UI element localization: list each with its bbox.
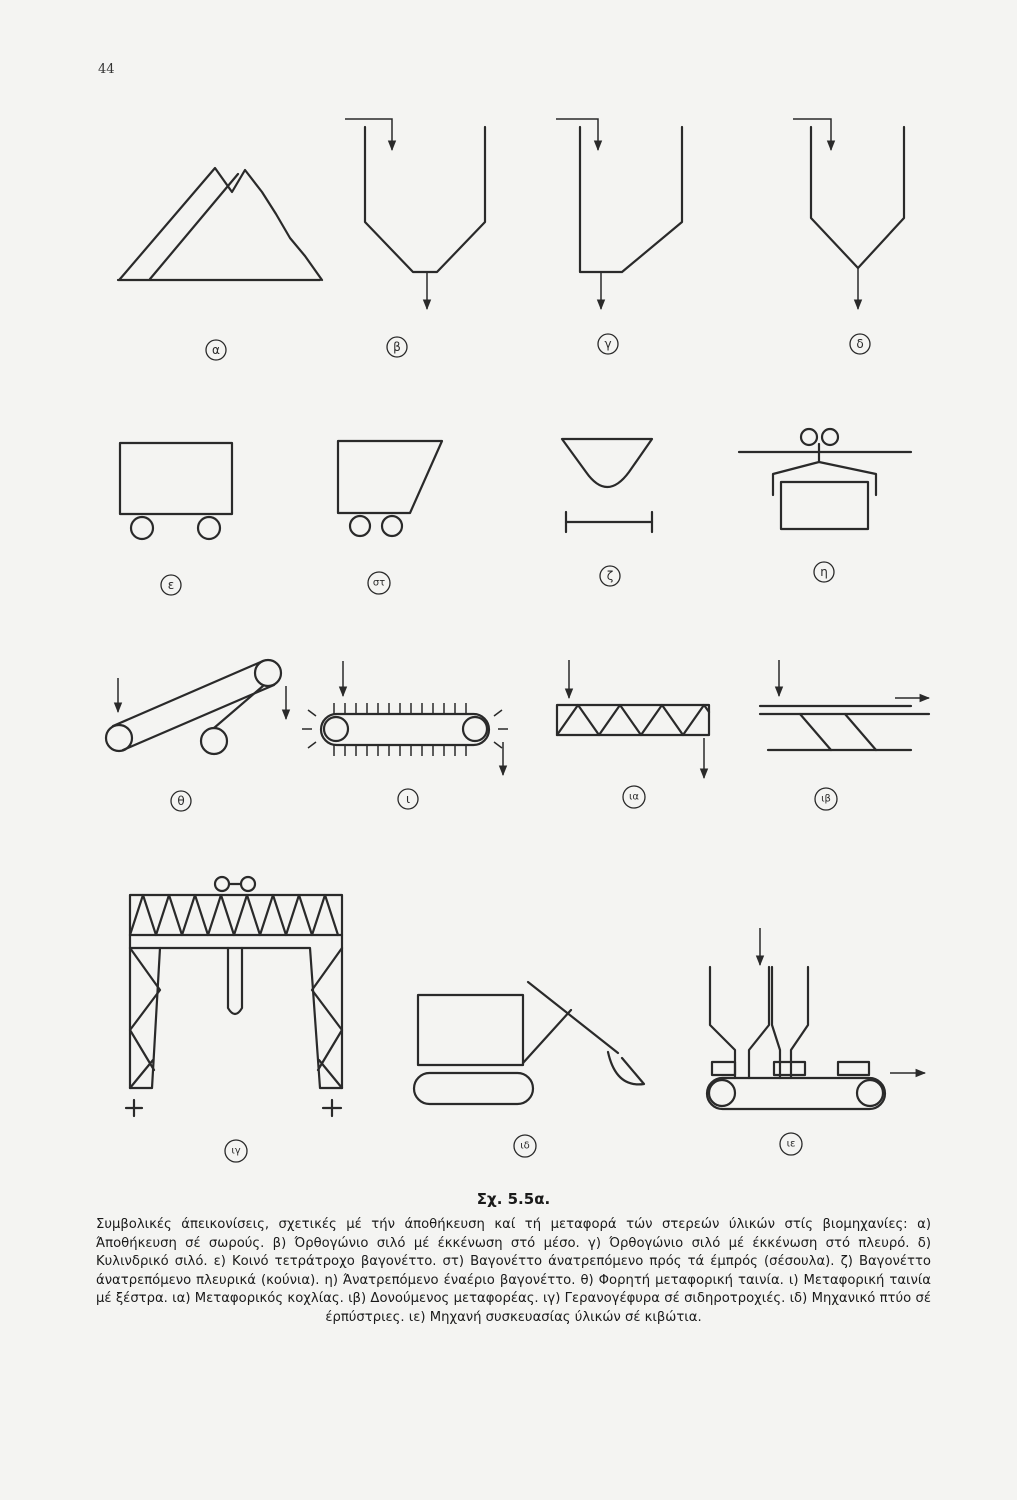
box-packing-machine-symbol (707, 928, 925, 1109)
gantry-crane-symbol (126, 877, 342, 1116)
screw-conveyor-symbol (557, 660, 709, 778)
label-id (514, 1135, 536, 1157)
svg-text:α: α (212, 343, 220, 357)
label-d (850, 334, 870, 354)
belt-conveyor-symbol (106, 660, 286, 754)
svg-text:η: η (820, 565, 828, 579)
label-z (600, 566, 620, 586)
svg-text:ιβ: ιβ (821, 793, 831, 805)
svg-text:ιγ: ιγ (231, 1145, 241, 1157)
figure-caption (96, 1190, 931, 1328)
front-tipping-wagon-symbol (338, 441, 442, 536)
svg-text:ε: ε (167, 578, 175, 592)
svg-text:ζ: ζ (606, 569, 614, 583)
silo-center-discharge-symbol (345, 119, 485, 309)
label-th (171, 791, 191, 811)
heap-storage-symbol (118, 168, 322, 280)
label-ib (815, 788, 837, 810)
caption-title: Σχ. 5.5α. (476, 1190, 551, 1208)
cylindrical-silo-symbol (793, 119, 904, 309)
crawler-excavator-symbol (414, 982, 644, 1104)
svg-text:στ: στ (372, 577, 386, 589)
label-e (161, 575, 181, 595)
label-g (598, 334, 618, 354)
svg-text:θ: θ (177, 794, 185, 808)
caption-text: Συμβολικές άπεικονίσεις, σχετικές μέ τήν άποθήκευση καί τή μεταφορά τών στερεών ύλικών στίς βιομηχανίες: α) Άποθήκευση σέ σωρούς. β) Όρθογώνιο σιλό μέ έκκένωση στό μέσο. γ) Όρθογώνιο σιλό μέ έκκένωση στό πλευρό. δ) Κυλινδρικό σιλό. ε) Κοινό τετράτροχο βαγονέττο. στ) Βαγονέττο άνατρεπόμενο πρός τά έμπρός (σέσουλα). ζ) Βαγονέττο άνατρεπόμενο πλευρικά (κούνια). η) Άνατρεπόμενο έναέριο βαγονέττο. θ) Φορητή μεταφορική ταινία. ι) Μεταφορική ταινία μέ ξέστρα. ια) Μεταφορικός κοχλίας. ιβ) Δονούμενος μεταφορέας. ιγ) Γερανογέφυρα σέ σιδηροτροχιές. ιδ) Μηχανικό πτύο σέ έρπύστριες. ιε) Μηχανή συσκευασίας ύλικών σέ κιβώτια. (96, 1217, 931, 1325)
svg-text:γ: γ (604, 337, 612, 351)
svg-text:ι: ι (405, 792, 411, 806)
label-a (206, 340, 226, 360)
label-ie (780, 1133, 802, 1155)
page-number: 44 (98, 62, 115, 77)
label-st (368, 572, 390, 594)
scraper-conveyor-symbol (302, 661, 508, 775)
label-eta (814, 562, 834, 582)
overhead-tipping-wagon-symbol (739, 429, 911, 529)
svg-text:β: β (393, 340, 401, 354)
side-tipping-wagon-symbol (562, 439, 652, 532)
svg-text:ιδ: ιδ (520, 1140, 530, 1152)
label-b (387, 337, 407, 357)
label-i (398, 789, 418, 809)
label-ia (623, 786, 645, 808)
svg-text:ια: ια (629, 791, 639, 803)
label-ig (225, 1140, 247, 1162)
vibrating-conveyor-symbol (760, 660, 929, 750)
four-wheel-wagon-symbol (120, 443, 232, 539)
silo-side-discharge-symbol (556, 119, 682, 309)
svg-text:ιε: ιε (786, 1138, 796, 1150)
svg-text:δ: δ (856, 337, 864, 351)
